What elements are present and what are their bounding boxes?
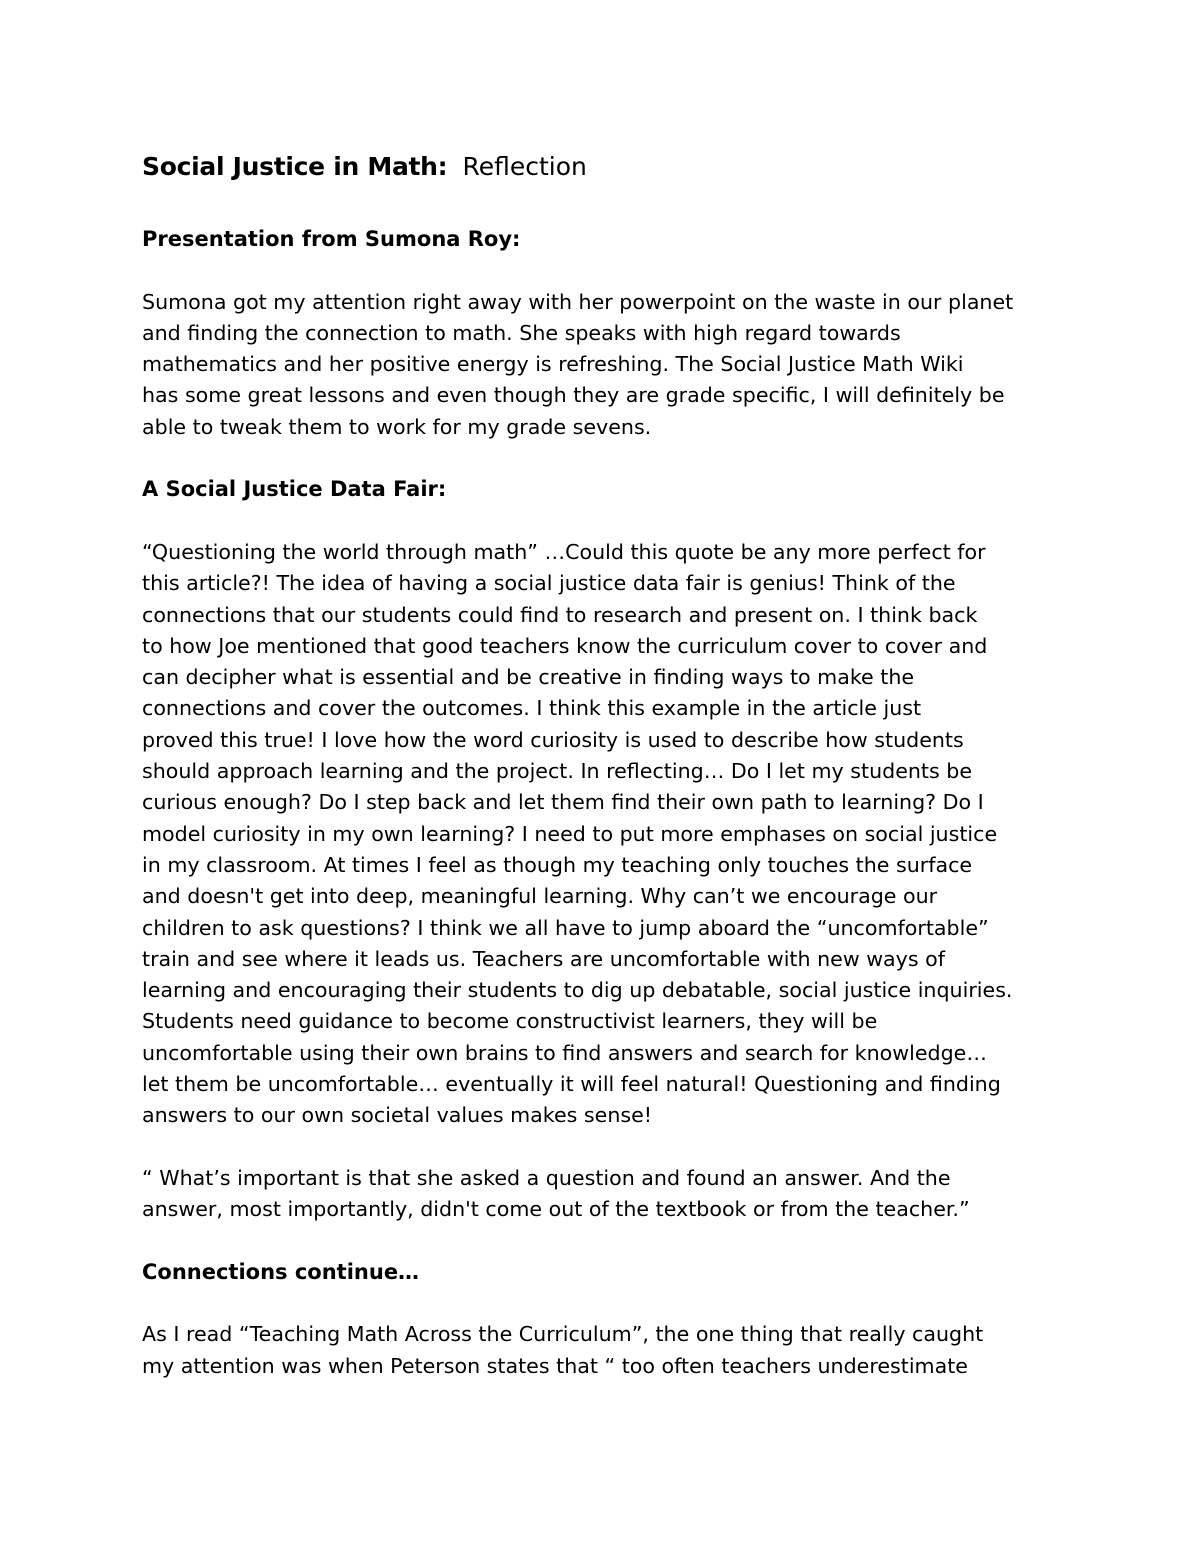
text-line: Students need guidance to become constructivist learners, they will be — [142, 1009, 878, 1034]
text-line: and doesn't get into deep, meaningful learning. Why can’t we encourage our — [142, 884, 938, 909]
quote-line: answer, most importantly, didn't come out of the textbook or from the teacher.” — [142, 1197, 970, 1222]
text-line: in my classroom. At times I feel as though my teaching only touches the surface — [142, 852, 973, 877]
text-line: this article?! The idea of having a social justice data fair is genius! Think of the — [142, 571, 956, 596]
text-line: model curiosity in my own learning? I need to put more emphases on social justice — [142, 821, 998, 846]
section-heading-presentation: Presentation from Sumona Roy: — [142, 227, 521, 251]
text-line: connections and cover the outcomes. I think this example in the article just — [142, 696, 922, 721]
title-subtitle: Reflection — [462, 152, 587, 181]
text-line: can decipher what is essential and be creative in finding ways to make the — [142, 665, 915, 690]
paragraph-presentation — [142, 287, 1072, 443]
text-line: should approach learning and the project. In reflecting… Do I let my students be — [142, 759, 973, 784]
page-title — [142, 142, 1072, 186]
text-line: As I read “Teaching Math Across the Curriculum”, the one thing that really caught — [142, 1322, 984, 1347]
text-line: “Questioning the world through math” …Could this quote be any more perfect for — [142, 539, 986, 564]
text-line: Sumona got my attention right away with her powerpoint on the waste in our planet — [142, 289, 1014, 314]
text-line: curious enough? Do I step back and let them find their own path to learning? Do I — [142, 790, 984, 815]
text-line: train and see where it leads us. Teachers are uncomfortable with new ways of — [142, 946, 945, 971]
paragraph-data-fair — [142, 537, 1072, 1132]
text-line: to how Joe mentioned that good teachers know the curriculum cover to cover and — [142, 633, 988, 658]
text-line: answers to our own societal values makes sense! — [142, 1103, 653, 1128]
text-line: has some great lessons and even though they are grade specific, I will definitely be — [142, 383, 1005, 408]
quote-paragraph — [142, 1163, 1072, 1226]
section-heading-data-fair: A Social Justice Data Fair: — [142, 477, 447, 502]
section-heading-connections: Connections continue… — [142, 1259, 420, 1284]
text-line: let them be uncomfortable… eventually it will feel natural! Questioning and finding — [142, 1072, 1001, 1097]
document-page — [142, 142, 1072, 1382]
text-line: children to ask questions? I think we all have to jump aboard the “uncomfortable” — [142, 915, 989, 940]
text-line: learning and encouraging their students to dig up debatable, social justice inquiries. — [142, 978, 1013, 1003]
title-main: Social Justice in Math: — [142, 152, 448, 181]
text-line: connections that our students could find to research and present on. I think back — [142, 602, 978, 627]
text-line: my attention was when Peterson states that “ too often teachers underestimate — [142, 1353, 968, 1378]
text-line: uncomfortable using their own brains to find answers and search for knowledge… — [142, 1040, 987, 1065]
text-line: mathematics and her positive energy is refreshing. The Social Justice Math Wiki — [142, 352, 964, 377]
text-line: proved this true! I love how the word curiosity is used to describe how students — [142, 727, 964, 752]
quote-line: “ What’s important is that she asked a question and found an answer. And the — [142, 1165, 951, 1190]
text-line: able to tweak them to work for my grade sevens. — [142, 414, 652, 439]
paragraph-connections — [142, 1319, 1072, 1382]
text-line: and finding the connection to math. She speaks with high regard towards — [142, 320, 901, 345]
